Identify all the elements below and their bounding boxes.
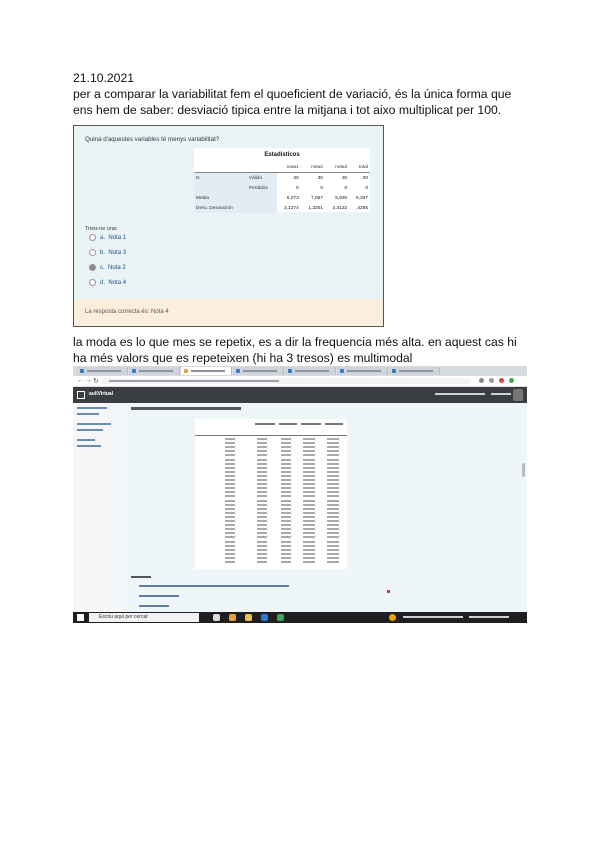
answer-option-a[interactable] — [89, 234, 126, 241]
table-cell: 0 — [344, 185, 348, 191]
paragraph-line: ens hem de saber: desviació tipica entre la mitjana i tot aixo multiplicat per 100. — [73, 103, 502, 117]
frequency-table-row — [195, 560, 347, 564]
extension-icon[interactable] — [489, 378, 494, 383]
table-cell: 2,3132 — [332, 205, 348, 211]
moodle-top-bar — [73, 387, 527, 403]
table-row — [194, 203, 370, 213]
browser-tab[interactable] — [129, 367, 180, 375]
table-cell: 30 — [362, 175, 368, 181]
table-cell: 6,273 — [286, 195, 299, 201]
tab-favicon-icon — [236, 369, 240, 373]
date-heading: 21.10.2021 — [73, 71, 134, 85]
extension-icon[interactable] — [479, 378, 484, 383]
quiz-question: Quina d'aquestes variables té menys variabilitat? — [85, 136, 220, 143]
table-cell: 30 — [293, 175, 299, 181]
column-header: nota3 — [325, 162, 349, 173]
quiz-screenshot-variability — [73, 125, 384, 327]
row-label: Media — [194, 193, 247, 203]
weather-icon[interactable] — [389, 614, 396, 621]
option-label: Nota 2 — [108, 265, 126, 272]
select-one-label: Trieu-ne una: — [85, 226, 118, 232]
table-row — [194, 193, 370, 203]
quiz-navigation-sidebar — [73, 403, 124, 612]
radio-button[interactable] — [89, 279, 96, 286]
answer-option-c[interactable] — [89, 264, 126, 271]
tab-favicon-icon — [340, 369, 344, 373]
option-label: Nota 4 — [108, 280, 127, 287]
browser-tab[interactable] — [233, 367, 284, 375]
edge-icon[interactable] — [261, 614, 268, 621]
table-cell: 5,930 — [335, 195, 348, 201]
paragraph-line: la moda es lo que mes se repetix, es a dir la frequencia més alta. en aquest cas hi — [73, 335, 517, 349]
browser-tab[interactable] — [77, 367, 128, 375]
browser-tab-active[interactable] — [181, 367, 232, 375]
extension-icon[interactable] — [499, 378, 504, 383]
table-row — [194, 183, 370, 193]
radio-button[interactable] — [89, 264, 96, 271]
tab-title — [243, 370, 277, 372]
frequency-table — [195, 419, 347, 569]
option-letter: b. — [100, 250, 106, 257]
browser-screenshot — [73, 366, 527, 623]
row-sublabel — [247, 203, 277, 213]
row-label — [194, 183, 247, 193]
table-cell: 0 — [296, 185, 299, 191]
browser-tab[interactable] — [285, 367, 336, 375]
table-cell: 1,3201 — [308, 205, 323, 211]
table-cell: 0 — [320, 185, 323, 191]
tab-title — [295, 370, 329, 372]
option-letter: d. — [100, 280, 106, 287]
system-tray[interactable] — [403, 616, 463, 618]
statistics-table-title: Estadísticos — [264, 152, 300, 158]
taskbar-search-placeholder: Escriu aquí per cercar — [99, 614, 148, 620]
tab-favicon-icon — [392, 369, 396, 373]
option-label: Nota 3 — [108, 250, 127, 257]
tab-title — [191, 370, 225, 372]
option-label: Nota 1 — [108, 235, 127, 242]
tab-favicon-icon — [132, 369, 136, 373]
table-cell: ,4285 — [355, 205, 368, 211]
windows-taskbar — [73, 612, 527, 623]
radio-button[interactable] — [89, 249, 96, 256]
question-text — [131, 407, 241, 410]
correct-answer-text: La resposta correcta és: Nota 4 — [85, 309, 169, 315]
avatar[interactable] — [513, 389, 523, 401]
table-cell: 6,337 — [355, 195, 368, 201]
tab-favicon-icon — [184, 369, 188, 373]
task-view-icon[interactable] — [213, 614, 220, 621]
row-label: N — [194, 173, 247, 184]
tab-favicon-icon — [288, 369, 292, 373]
feedback-box — [74, 299, 383, 326]
taskbar-search-field[interactable] — [89, 613, 199, 622]
tab-title — [399, 370, 433, 372]
reload-icon[interactable]: ↻ — [93, 378, 99, 385]
site-brand[interactable]: auliVirtual — [89, 391, 114, 397]
row-sublabel: Perdidos — [247, 183, 277, 193]
statistics-table — [194, 148, 370, 212]
paragraph-line: per a comparar la variabilitat fem el quoeficient de variació, és la única forma que — [73, 87, 512, 101]
row-sublabel: Válido — [247, 173, 277, 184]
table-cell: 30 — [317, 175, 323, 181]
app-icon[interactable] — [277, 614, 284, 621]
profile-icon[interactable] — [509, 378, 514, 383]
browser-tab-strip — [73, 366, 527, 376]
answer-option-d[interactable] — [89, 279, 126, 286]
forward-icon[interactable]: → — [85, 377, 92, 384]
table-cell: 7,067 — [310, 195, 323, 201]
back-icon[interactable]: ← — [77, 377, 84, 384]
table-row — [194, 173, 370, 184]
address-bar — [73, 376, 527, 387]
tab-title — [347, 370, 381, 372]
url-field[interactable] — [101, 378, 471, 384]
table-cell: 30 — [341, 175, 348, 181]
tab-title — [139, 370, 173, 372]
table-cell: 0 — [365, 185, 368, 191]
user-menu[interactable] — [435, 391, 515, 397]
chrome-icon[interactable] — [229, 614, 236, 621]
file-explorer-icon[interactable] — [245, 614, 252, 621]
tab-title — [87, 370, 121, 372]
option-letter: a. — [100, 235, 106, 242]
answer-option-b[interactable] — [89, 249, 126, 256]
hamburger-menu-icon[interactable] — [77, 391, 85, 399]
tab-favicon-icon — [80, 369, 84, 373]
table-cell: 2,1274 — [284, 205, 299, 211]
scrollbar[interactable] — [522, 463, 525, 477]
column-header: nota1 — [277, 162, 301, 173]
paragraph-line: ha més valors que es repeteixen (hi ha 3 tresos) es multimodal — [73, 351, 413, 365]
clock[interactable] — [469, 616, 509, 618]
column-header: nota2 — [301, 162, 325, 173]
radio-button[interactable] — [89, 234, 96, 241]
row-sublabel — [247, 193, 277, 203]
browser-tab[interactable] — [389, 367, 440, 375]
browser-tab[interactable] — [337, 367, 388, 375]
windows-start-icon[interactable] — [77, 614, 84, 621]
column-header: total — [349, 162, 370, 173]
option-letter: c. — [100, 265, 105, 272]
row-label: Desv. Desviación — [194, 203, 247, 213]
question-area — [123, 403, 527, 612]
incorrect-mark-icon — [387, 590, 390, 593]
